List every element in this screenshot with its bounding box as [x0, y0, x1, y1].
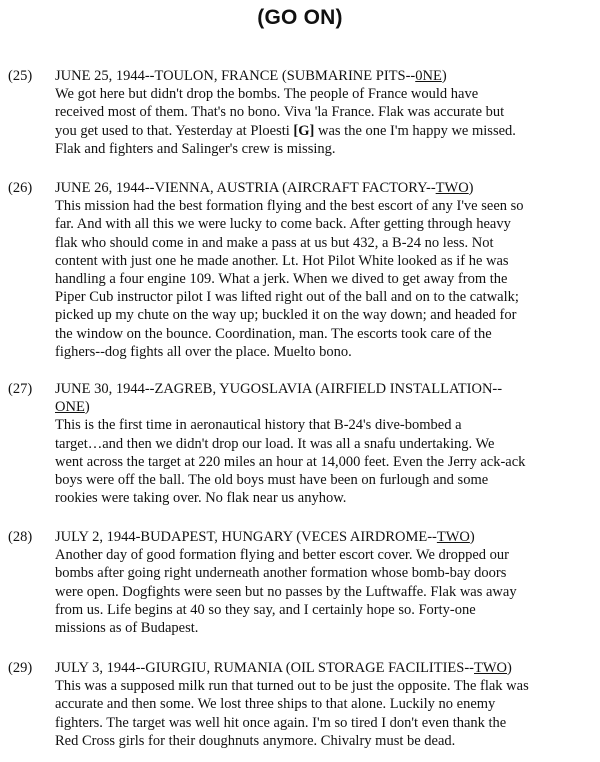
text-segment: We got here but didn't drop the bombs. The people of France would have	[55, 86, 479, 103]
text-segment: )	[469, 529, 475, 545]
entry-line	[55, 103, 590, 121]
text-segment: bombs after going right underneath another formation whose bomb-bay doors	[55, 565, 507, 582]
entry-body	[55, 179, 590, 361]
entry-line	[55, 85, 590, 103]
entry-line	[55, 732, 590, 750]
text-segment: target…and then we didn't drop our load. It was all a snafu undertaking. We	[55, 435, 495, 452]
entry-line	[55, 677, 590, 695]
text-segment: JUNE 30, 1944--ZAGREB, YUGOSLAVIA (AIRFIELD INSTALLATION--	[55, 381, 503, 397]
text-segment: you get used to that. Yesterday at Ploesti	[55, 122, 294, 139]
mission-count: TWO	[474, 660, 508, 676]
text-segment: from us. Life begins at 40 so they say, and I certainly hope so. Forty-one	[55, 601, 476, 618]
entry-line	[55, 288, 590, 306]
entry-number: (25)	[8, 68, 33, 84]
text-segment: was the one I'm happy we missed.	[314, 122, 516, 139]
text-segment: JULY 3, 1944--GIURGIU, RUMANIA (OIL STORAGE FACILITIES--	[55, 660, 475, 676]
text-segment: This mission had the best formation flying and the best escort of any I've seen so	[55, 198, 524, 215]
text-segment: were open. Dogfights were seen but no passes by the Luftwaffe. Flak was away	[55, 583, 517, 600]
text-segment: JUNE 26, 1944--VIENNA, AUSTRIA (AIRCRAFT FACTORY--	[55, 180, 436, 196]
entry-line	[55, 435, 590, 453]
text-segment: Another day of good formation flying and better escort cover. We dropped our	[55, 547, 509, 564]
page-header: (GO ON)	[257, 6, 343, 29]
text-segment: )	[507, 660, 512, 676]
text-segment: )	[441, 68, 447, 84]
entry-line	[55, 215, 590, 233]
entry-line	[55, 528, 590, 546]
entry-line	[55, 471, 590, 489]
text-segment: received most of them. That's no bono. Viva 'la France. Flak was accurate but	[55, 104, 505, 121]
entry-line	[55, 306, 590, 324]
text-segment: boys were off the ball. The old boys must have been on furlough and some	[55, 472, 489, 489]
text-segment: fighers--dog fights all over the place. Muelto bono.	[55, 343, 352, 360]
bold-marker: [G]	[293, 122, 315, 139]
entry-line	[55, 252, 590, 270]
entry-line	[55, 489, 590, 507]
entry-number: (27)	[8, 381, 33, 397]
entry-line	[55, 140, 590, 158]
entry-line	[55, 619, 590, 637]
entry-line	[55, 564, 590, 582]
entry-line	[55, 601, 590, 619]
entry-line	[55, 325, 590, 343]
entry-line	[55, 197, 590, 215]
text-segment: content with just one he made another. Lt. Hot Pilot White looked as if he was	[55, 252, 509, 269]
entry-line	[55, 179, 590, 197]
text-segment: )	[84, 399, 90, 416]
entry-line	[55, 453, 590, 471]
mission-count: 0NE	[415, 68, 442, 84]
text-segment: accurate and then some. We lost three ships to that alone. Luckily no enemy	[55, 696, 496, 713]
entry-line	[55, 583, 590, 601]
text-segment: went across the target at 220 miles an hour at 14,000 feet. Even the Jerry ack-ack	[55, 453, 526, 470]
text-segment: This is the first time in aeronautical history that B-24's dive-bombed a	[55, 417, 462, 434]
text-segment: fighters. The target was well hit once again. I'm so tired I don't even thank the	[55, 714, 507, 731]
entry-line	[55, 343, 590, 361]
text-segment: This was a supposed milk run that turned out to be just the opposite. The flak was	[55, 678, 529, 695]
entry-number: (29)	[8, 660, 33, 676]
entry-line	[55, 695, 590, 713]
entry-body	[55, 67, 590, 158]
text-segment: Piper Cub instructor pilot I was lifted right out of the ball and on to the catwalk;	[55, 289, 519, 306]
text-segment: rookies were taking over. No flak near us anyhow.	[55, 490, 347, 507]
mission-count: TWO	[436, 529, 470, 545]
text-segment: far. And with all this we were lucky to come back. After getting through heavy	[55, 216, 511, 233]
entry-line	[55, 546, 590, 564]
text-segment: JUNE 25, 1944--TOULON, FRANCE (SUBMARINE PITS--	[55, 68, 416, 84]
entry-number: (26)	[8, 180, 33, 196]
text-segment: handling a four engine 109. What a jerk. When we dived to get away from the	[55, 271, 508, 288]
entry-line	[55, 234, 590, 252]
entry-line	[55, 416, 590, 434]
text-segment: flak who should come in and make a pass at us but 432, a B-24 no less. Not	[55, 234, 494, 251]
text-segment: picked up my chute on the way up; buckled it on the way down; and headed for	[55, 307, 517, 324]
entry-line	[55, 270, 590, 288]
entry-body	[55, 528, 590, 637]
text-segment: JULY 2, 1944-BUDAPEST, HUNGARY (VECES AIRDROME--	[55, 529, 437, 545]
text-segment: missions as of Budapest.	[55, 620, 199, 637]
text-segment: )	[468, 180, 474, 196]
entry-number: (28)	[8, 529, 33, 545]
entry-line	[55, 122, 590, 140]
entry-line	[55, 380, 590, 398]
entry-line	[55, 659, 590, 677]
entry-line	[55, 67, 590, 85]
entry-line	[55, 398, 590, 416]
text-segment: the window on the bounce. Coordination, man. The escorts took care of the	[55, 325, 492, 342]
entry-line	[55, 714, 590, 732]
mission-count: TWO	[435, 180, 469, 196]
text-segment: Red Cross girls for their doughnuts anymore. Chivalry must be dead.	[55, 732, 456, 749]
entry-body	[55, 659, 590, 750]
entry-body	[55, 380, 590, 507]
mission-count: ONE	[55, 399, 85, 416]
text-segment: Flak and fighters and Salinger's crew is missing.	[55, 140, 336, 157]
